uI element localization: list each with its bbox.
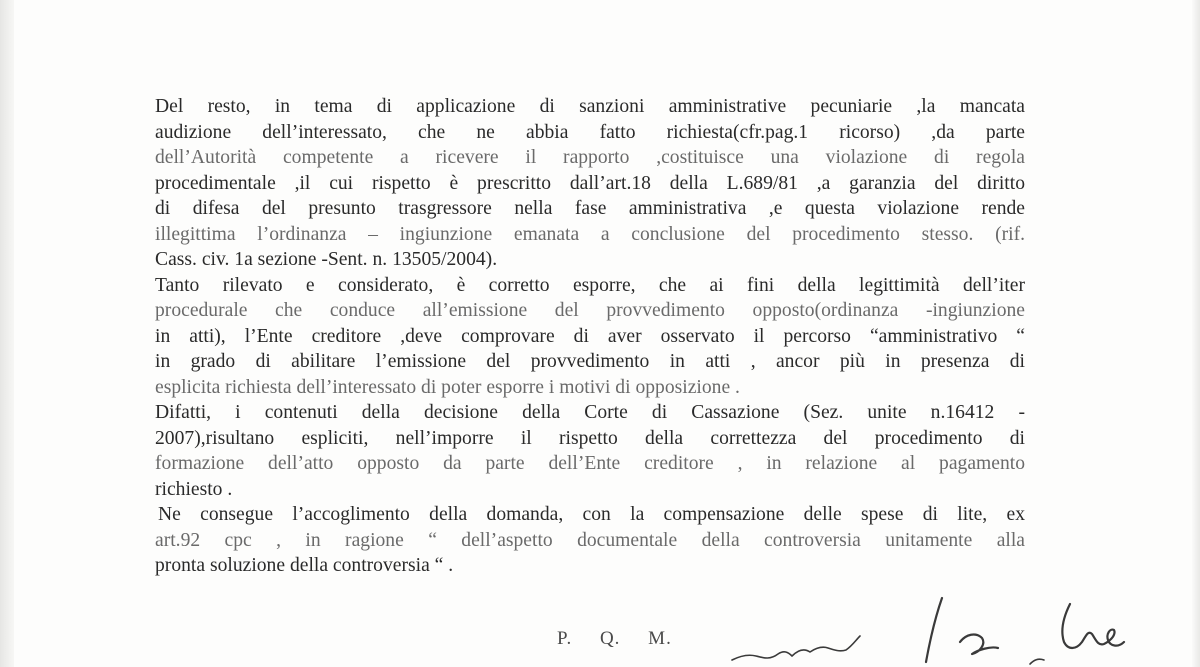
body-line: in atti), l’Ente creditore ,deve comprovare di aver osservato il percorso “amministrativo “ [155, 325, 1025, 347]
body-line: Difatti, i contenuti della decisione della Corte di Cassazione (Sez. unite n.16412 - [155, 402, 1025, 423]
body-line: esplicita richiesta dell’interessato di poter esporre i motivi di opposizione . [155, 376, 740, 398]
body-line: Tanto rilevato e considerato, è corretto esporre, che ai fini della legittimità dell’iter [155, 274, 1025, 296]
body-line: di difesa del presunto trasgressore nella fase amministrativa ,e questa violazione rende [155, 198, 1025, 219]
body-line: art.92 cpc , in ragione “ dell’aspetto documentale della controversia unitamente alla [155, 529, 1025, 551]
body-line: procedimentale ,il cui rispetto è prescritto dall’art.18 della L.689/81 ,a garanzia del diritto [155, 172, 1025, 194]
body-line: formazione dell’atto opposto da parte dell’Ente creditore , in relazione al pagamento [155, 453, 1025, 474]
body-line: pronta soluzione della controversia “ . [155, 555, 454, 576]
body-line: 2007),risultano espliciti, nell’imporre il rispetto della correttezza del procedimento di [155, 427, 1025, 449]
body-line: audizione dell’interessato, che ne abbia fatto richiesta(cfr.pag.1 ricorso) ,da parte [155, 121, 1025, 143]
body-line: richiesto . [155, 478, 233, 500]
body-line: Ne consegue l’accoglimento della domanda, con la compensazione delle spese di lite, ex [158, 504, 1025, 525]
body-line: illegittima l’ordinanza – ingiunzione emanata a conclusione del procedimento stesso. (rif. [155, 223, 1025, 245]
body-line: dell’Autorità competente a ricevere il rapporto ,costituisce una violazione di regola [155, 147, 1025, 168]
scan-left-edge [0, 0, 14, 667]
body-line: Del resto, in tema di applicazione di sanzioni amministrative pecuniarie ,la mancata [155, 96, 1025, 117]
body-line: in grado di abilitare l’emissione del provvedimento in atti , ancor più in presenza di [155, 351, 1025, 372]
handwritten-signature [730, 590, 1150, 667]
document-body [155, 94, 1025, 579]
pqm-heading: P. Q. M. [557, 628, 672, 649]
body-line: Cass. civ. 1a sezione -Sent. n. 13505/2004). [155, 249, 498, 270]
scan-right-edge [1192, 0, 1200, 667]
body-line: procedurale che conduce all’emissione del provvedimento opposto(ordinanza -ingiunzione [155, 300, 1025, 321]
